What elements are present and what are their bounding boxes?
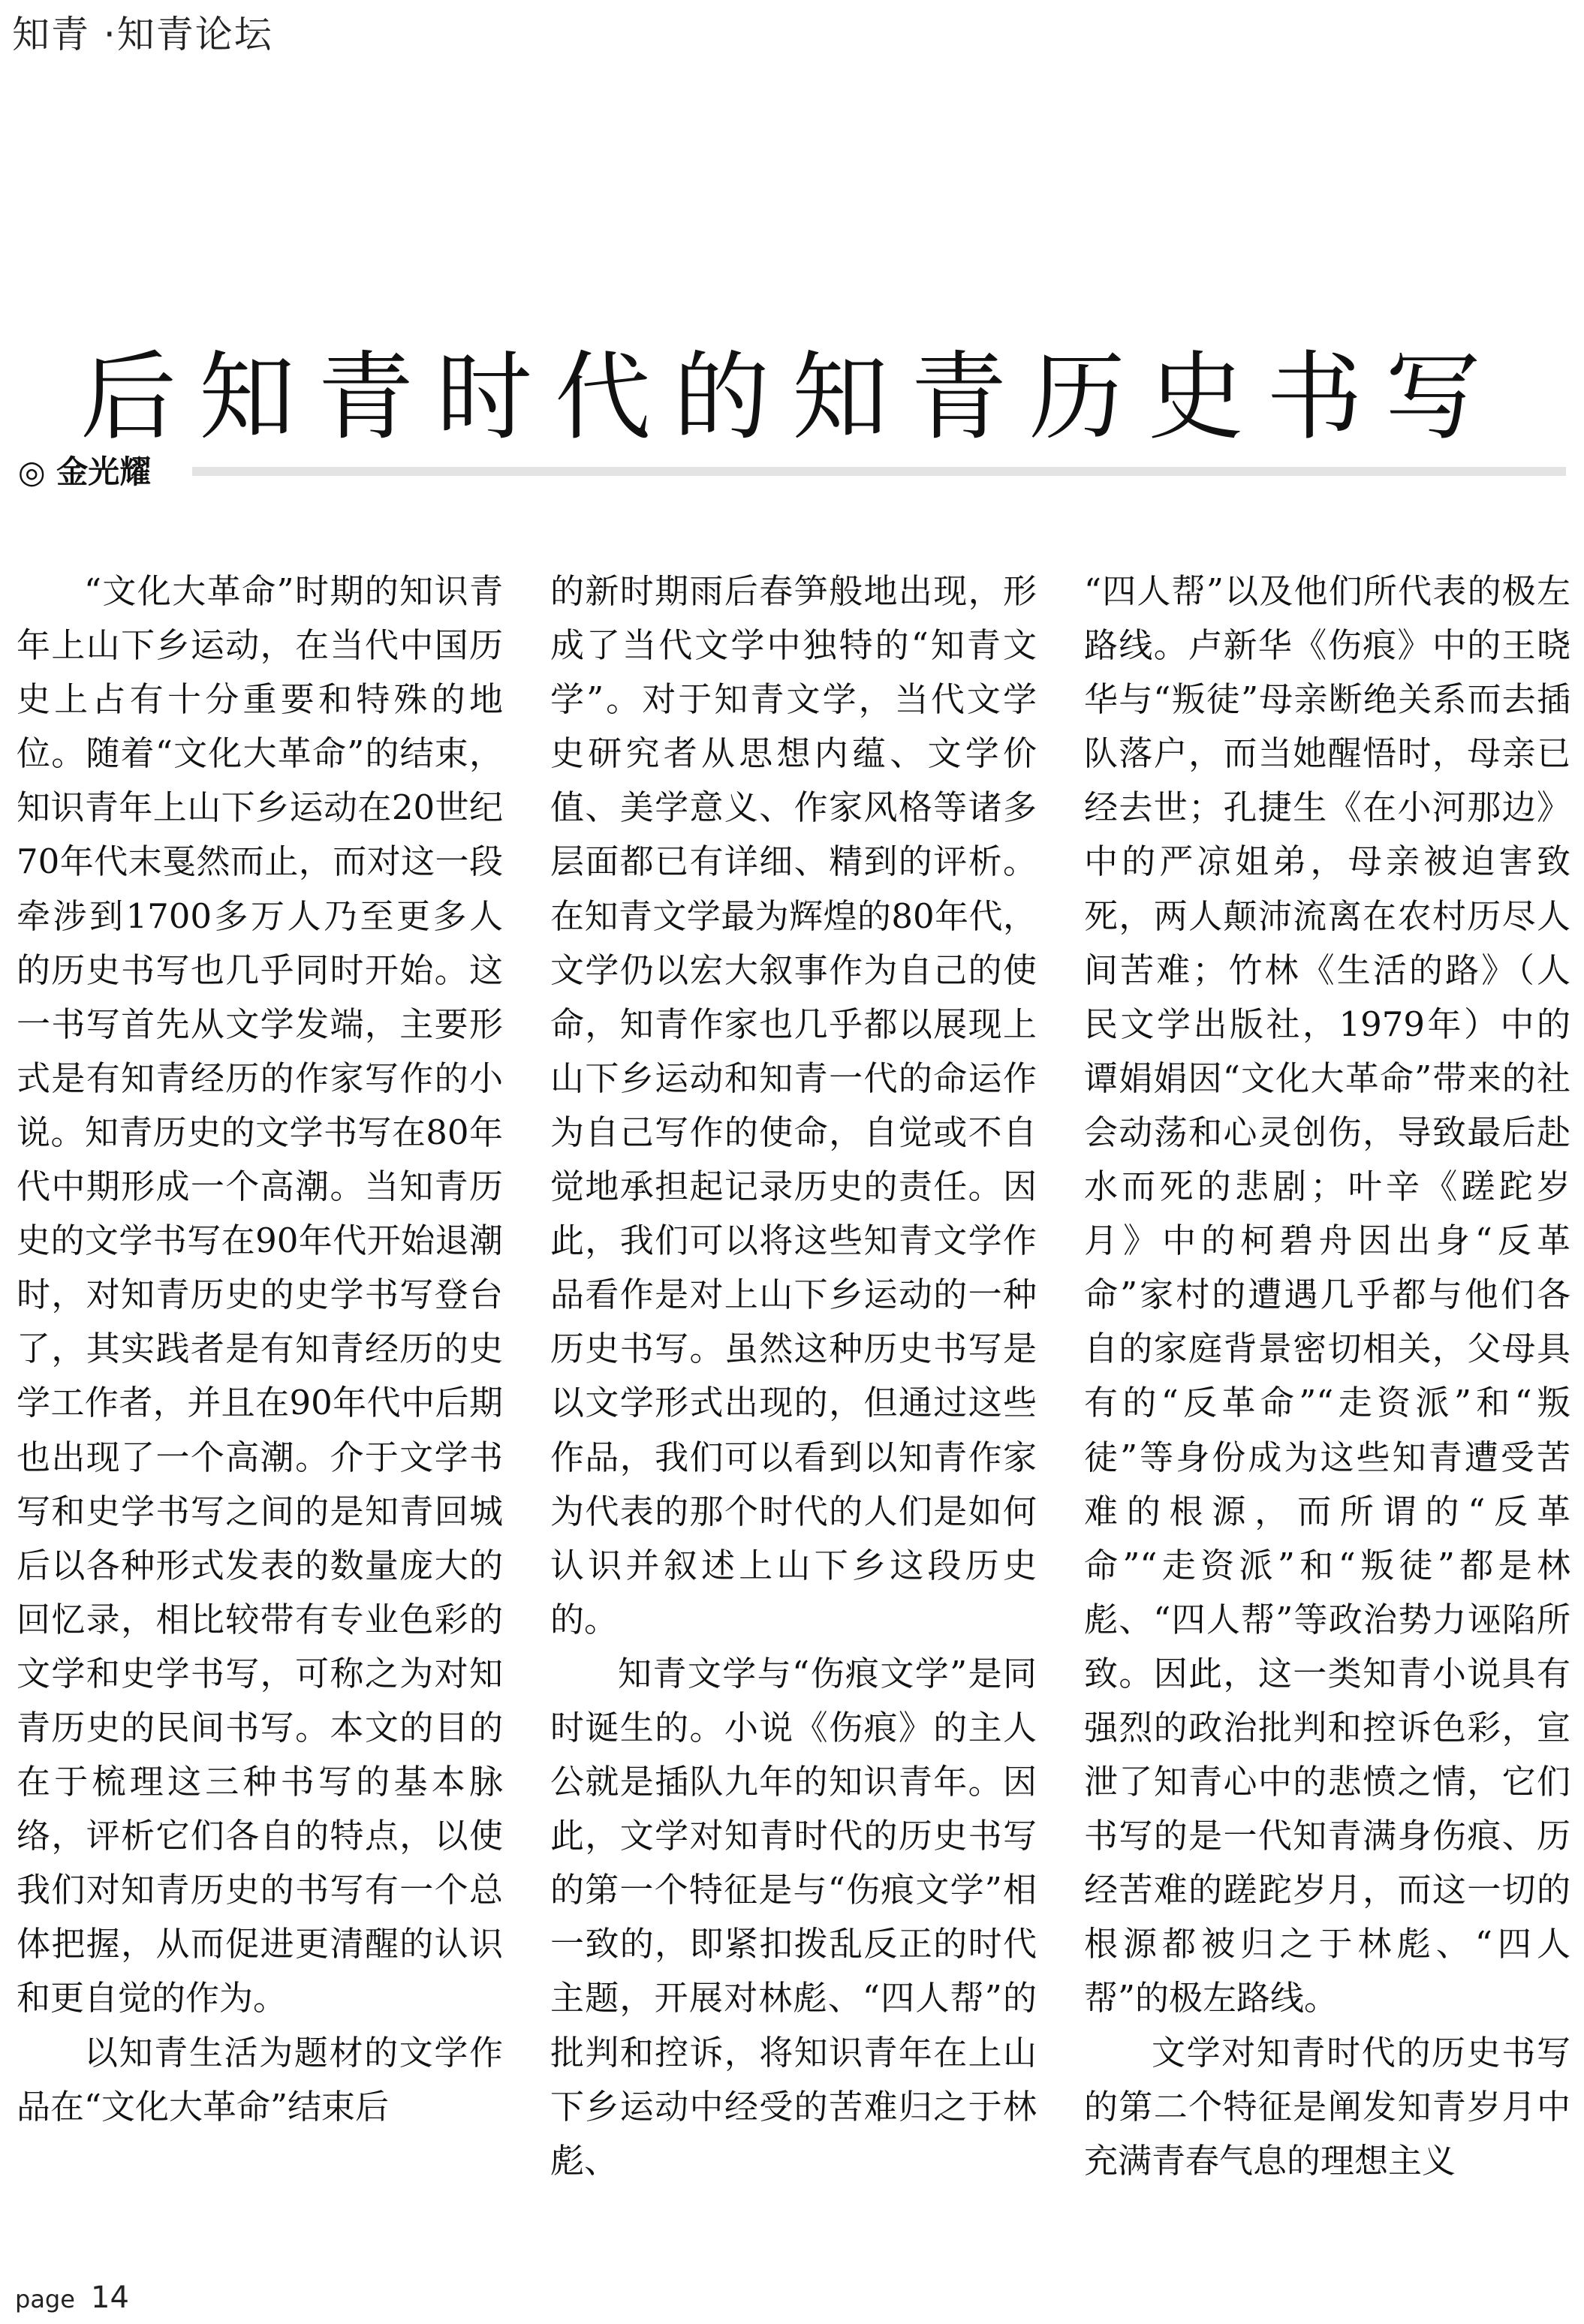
author-name: ◎ 金光耀	[18, 453, 152, 490]
page-number: 14	[91, 2280, 129, 2315]
text-column-3	[1084, 564, 1570, 2188]
text-column-2	[550, 564, 1037, 2188]
paragraph: 的新时期雨后春笋般地出现，形成了当代文学中独特的“知青文学”。对于知青文学，当代文学史研究者从思想内蕴、文学价值、美学意义、作家风格等诸多层面都已有详细、精到的评析。在知青文学最为辉煌的80年代，文学仍以宏大叙事作为自己的使命，知青作家也几乎都以展现上山下乡运动和知青一代的命运作为自己写作的使命，自觉或不自觉地承担起记录历史的责任。因此，我们可以将这些知青文学作品看作是对上山下乡运动的一种历史书写。虽然这种历史书写是以文学形式出现的，但通过这些作品，我们可以看到以知青作家为代表的那个时代的人们是如何认识并叙述上山下乡这段历史的。	[550, 571, 1037, 1639]
paragraph: 以知青生活为题材的文学作品在“文化大革命”结束后	[17, 2032, 503, 2127]
paragraph: “文化大革命”时期的知识青年上山下乡运动，在当代中国历史上占有十分重要和特殊的地位。随着“文化大革命”的结束，知识青年上山下乡运动在20世纪70年代末戛然而止，而对这一段牵涉到1700多万人乃至更多人的历史书写也几乎同时开始。这一书写首先从文学发端，主要形式是有知青经历的作家写作的小说。知青历史的文学书写在80年代中期形成一个高潮。当知青历史的文学书写在90年代开始退潮时，对知青历史的史学书写登台了，其实践者是有知青经历的史学工作者，并且在90年代中后期也出现了一个高潮。介于文学书写和史学书写之间的是知青回城后以各种形式发表的数量庞大的回忆录，相比较带有专业色彩的文学和史学书写，可称之为对知青历史的民间书写。本文的目的在于梳理这三种书写的基本脉络，评析它们各自的特点，以使我们对知青历史的书写有一个总体把握，从而促进更清醒的认识和更自觉的作为。	[17, 571, 503, 2018]
section-header: 知青 ·知青论坛	[12, 13, 273, 56]
text-column-1	[17, 564, 503, 2134]
paragraph: “四人帮”以及他们所代表的极左路线。卢新华《伤痕》中的王晓华与“叛徒”母亲断绝关系而去插队落户，而当她醒悟时，母亲已经去世；孔捷生《在小河那边》中的严凉姐弟，母亲被迫害致死，两人颠沛流离在农村历尽人间苦难；竹林《生活的路》（人民文学出版社，1979年）中的谭娟娟因“文化大革命”带来的社会动荡和心灵创伤，导致最后赴水而死的悲剧；叶辛《蹉跎岁月》中的柯碧舟因出身“反革命”家村的遭遇几乎都与他们各自的家庭背景密切相关，父母具有的“反革命”“走资派”和“叛徒”等身份成为这些知青遭受苦难的根源，而所谓的“反革命”“走资派”和“叛徒”都是林彪、“四人帮”等政治势力诬陷所致。因此，这一类知青小说具有强烈的政治批判和控诉色彩，宣泄了知青心中的悲愤之情，它们书写的是一代知青满身伤痕、历经苦难的蹉跎岁月，而这一切的根源都被归之于林彪、“四人帮”的极左路线。	[1084, 571, 1570, 2018]
page-label: page	[15, 2285, 75, 2313]
page-footer	[15, 2280, 129, 2315]
paragraph: 知青文学与“伤痕文学”是同时诞生的。小说《伤痕》的主人公就是插队九年的知识青年。因此，文学对知青时代的历史书写的第一个特征是与“伤痕文学”相一致的，即紧扣拨乱反正的时代主题，开展对林彪、“四人帮”的批判和控诉，将知识青年在上山下乡运动中经受的苦难归之于林彪、	[550, 1653, 1037, 2181]
author-row	[18, 447, 1566, 492]
author-divider	[192, 467, 1566, 476]
article-title: 后知青时代的知青历史书写	[80, 341, 1504, 453]
paragraph: 文学对知青时代的历史书写的第二个特征是阐发知青岁月中充满青春气息的理想主义	[1084, 2032, 1570, 2181]
